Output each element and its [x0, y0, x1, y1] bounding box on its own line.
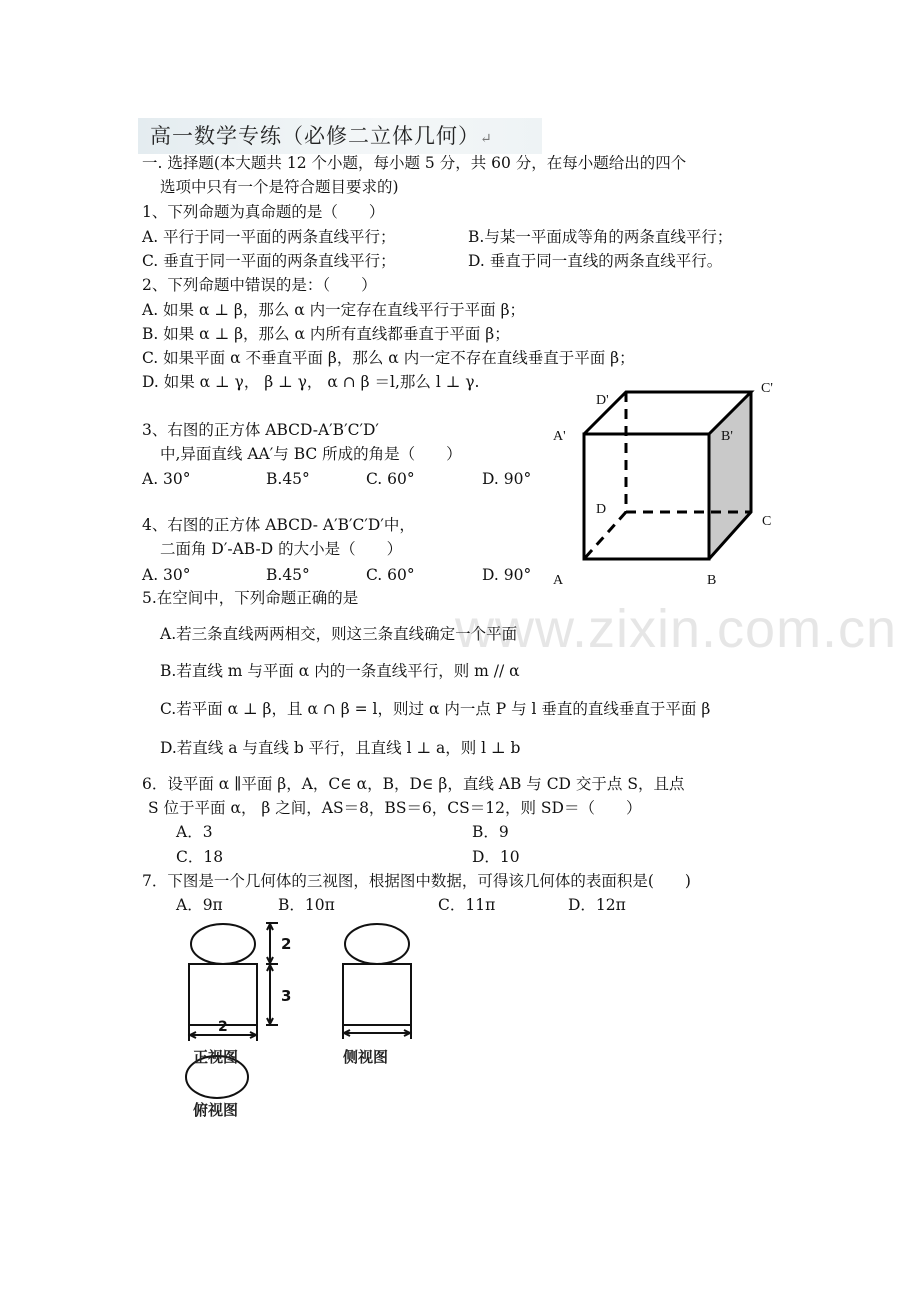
q3-option-a: A. 30° [142, 470, 191, 488]
q6-stem-line-2: S 位于平面 α， β 之间，AS＝8，BS＝6，CS＝12，则 SD＝（ ） [148, 799, 642, 817]
q3-stem-line-2: 中,异面直线 AA′与 BC 所成的角是（ ） [160, 445, 462, 463]
cube-label-a: A [553, 573, 564, 588]
front-view-label: 正视图 [193, 1048, 239, 1066]
watermark: www.zixin.com.cn [455, 599, 898, 659]
q6-option-b: B．9 [472, 823, 509, 841]
cube-label-b: B [707, 573, 717, 588]
q3-option-c: C. 60° [366, 470, 415, 488]
q4-option-b: B.45° [266, 566, 310, 584]
cube-label-c: C [762, 514, 772, 529]
q6-option-c: C．18 [176, 848, 224, 866]
title-text: 高一数学专练（必修二立体几何） [150, 124, 480, 148]
q3-option-d: D. 90° [482, 470, 532, 488]
dim-label-top: 2 [281, 935, 292, 953]
section-heading-line-1: 一. 选择题(本大题共 12 个小题，每小题 5 分，共 60 分，在每小题给出的四个 [142, 154, 687, 172]
q1-option-b: B.与某一平面成等角的两条直线平行； [468, 228, 733, 246]
q1-option-c: C. 垂直于同一平面的两条直线平行； [142, 252, 396, 270]
q5-option-a: A.若三条直线两两相交，则这三条直线确定一个平面 [160, 625, 518, 643]
q1-stem: 1、下列命题为真命题的是（ ） [142, 203, 385, 221]
q5-stem: 5.在空间中，下列命题正确的是 [142, 589, 359, 607]
q1-option-a: A. 平行于同一平面的两条直线平行； [142, 228, 396, 246]
q2-option-d: D. 如果 α ⊥ γ， β ⊥ γ， α ∩ β ＝l,那么 l ⊥ γ. [142, 373, 480, 391]
cube-diagram [540, 372, 800, 597]
cube-label-b1: B' [721, 429, 733, 444]
q3-stem-line-1: 3、右图的正方体 ABCD-A′B′C′D′ [142, 421, 379, 439]
page-title [138, 118, 542, 154]
side-view-cylinder [343, 964, 411, 1025]
q4-stem-line-1: 4、右图的正方体 ABCD- A′B′C′D′中， [142, 516, 415, 534]
cube-label-c1: C' [761, 381, 773, 396]
cube-label-d1: D' [596, 393, 609, 408]
q5-option-b: B.若直线 m 与平面 α 内的一条直线平行，则 m // α [160, 662, 520, 680]
q7-option-c: C．11π [438, 896, 496, 914]
q6-option-a: A．3 [176, 823, 213, 841]
q7-option-b: B．10π [278, 896, 335, 914]
q5-option-d: D.若直线 a 与直线 b 平行，且直线 l ⊥ a，则 l ⊥ b [160, 739, 521, 757]
q4-option-a: A. 30° [142, 566, 191, 584]
q7-stem: 7．下图是一个几何体的三视图，根据图中数据，可得该几何体的表面积是( ) [142, 872, 691, 890]
q4-option-d: D. 90° [482, 566, 532, 584]
three-view-diagram [180, 917, 425, 1122]
q2-option-c: C. 如果平面 α 不垂直平面 β，那么 α 内一定不存在直线垂直于平面 β； [142, 349, 635, 367]
cube-label-a1: A' [553, 429, 566, 444]
front-view-sphere [191, 924, 255, 964]
q3-option-b: B.45° [266, 470, 310, 488]
q7-option-d: D．12π [568, 896, 626, 914]
cube-label-d: D [596, 502, 607, 517]
q2-option-a: A. 如果 α ⊥ β，那么 α 内一定存在直线平行于平面 β； [142, 301, 526, 319]
q4-option-c: C. 60° [366, 566, 415, 584]
top-view-label: 俯视图 [193, 1101, 239, 1119]
q1-option-d: D. 垂直于同一直线的两条直线平行。 [468, 252, 723, 270]
q4-stem-line-2: 二面角 D′-AB-D 的大小是（ ） [160, 540, 403, 558]
q2-stem: 2、下列命题中错误的是：（ ） [142, 276, 377, 294]
dim-label-mid: 3 [281, 987, 292, 1005]
side-view-label: 侧视图 [343, 1048, 389, 1066]
q7-option-a: A．9π [176, 896, 223, 914]
q2-option-b: B. 如果 α ⊥ β，那么 α 内所有直线都垂直于平面 β； [142, 325, 510, 343]
q5-option-c: C.若平面 α ⊥ β，且 α ∩ β = l，则过 α 内一点 P 与 l 垂直的直线垂直于平面 β [160, 700, 711, 718]
front-view-cylinder [189, 964, 257, 1025]
section-heading-line-2: 选项中只有一个是符合题目要求的) [160, 178, 399, 196]
q6-option-d: D．10 [472, 848, 520, 866]
paragraph-mark: ↵ [480, 131, 493, 147]
q6-stem-line-1: 6．设平面 α ∥平面 β，A，C∈ α，B，D∈ β，直线 AB 与 CD 交于点 S，且点 [142, 775, 685, 793]
cube-hidden-edge-da [584, 512, 626, 559]
dim-label-width: 2 [218, 1019, 228, 1035]
side-view-sphere [345, 924, 409, 964]
